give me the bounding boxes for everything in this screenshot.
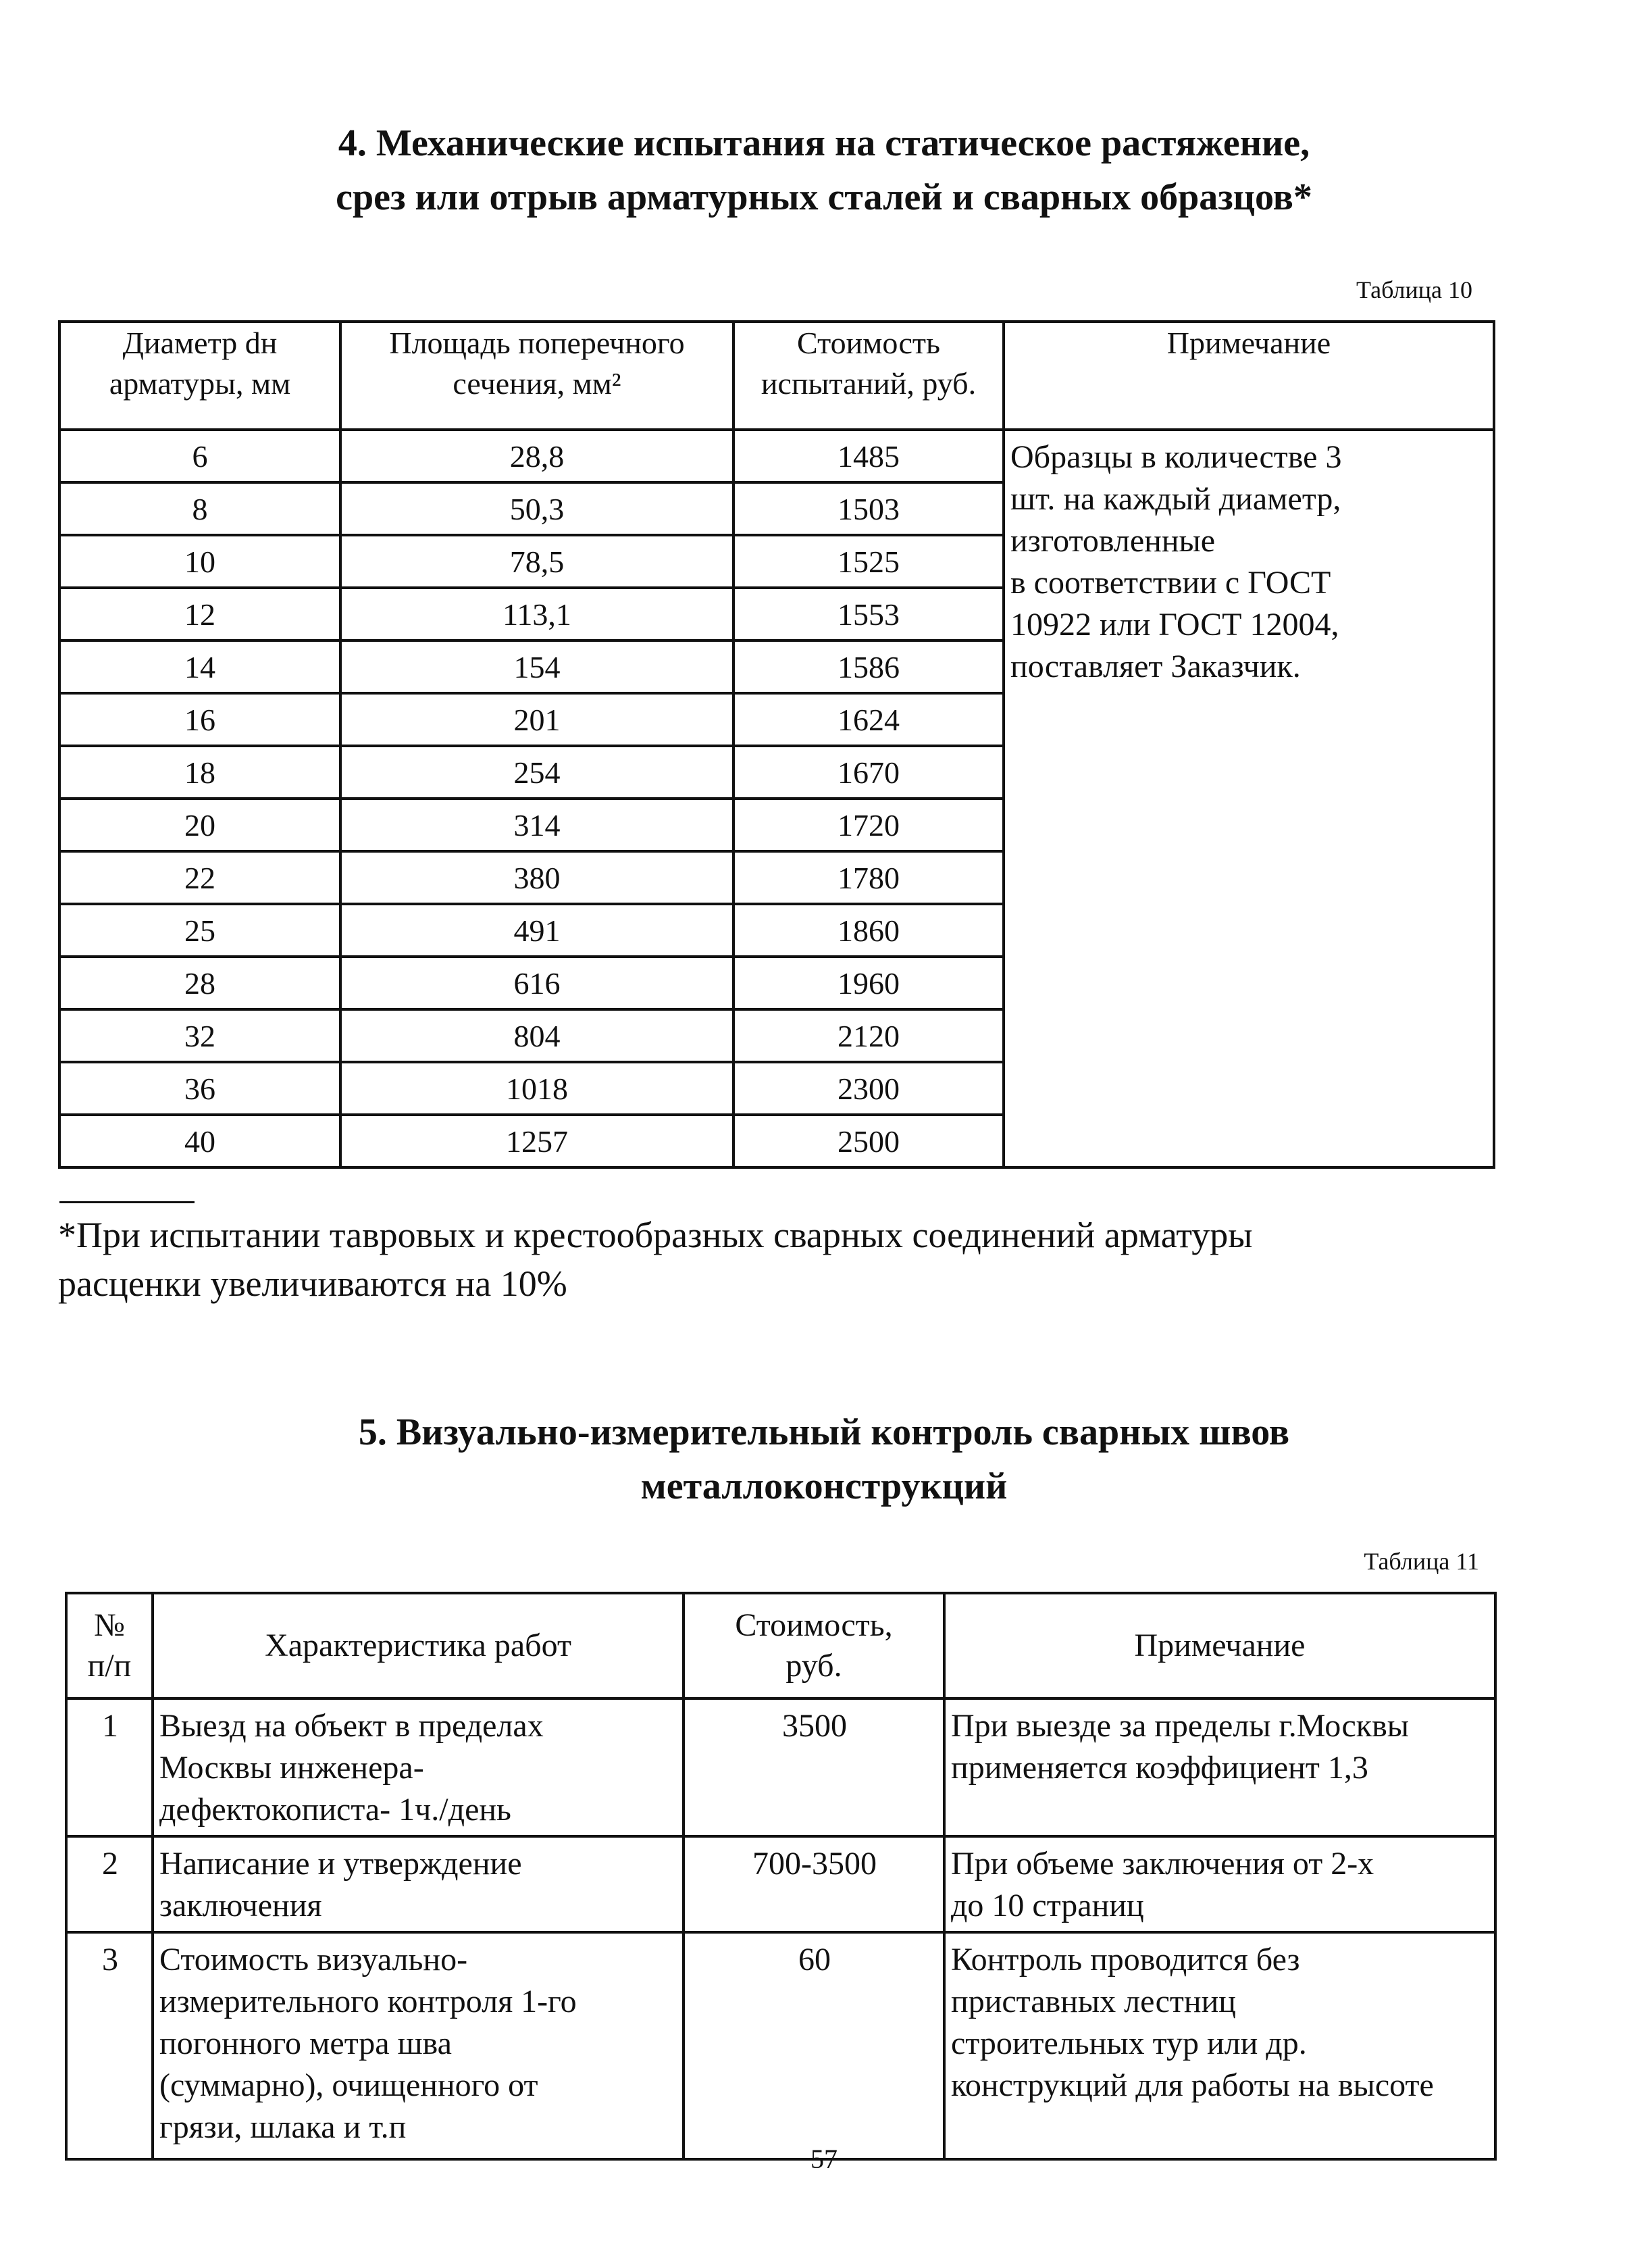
cell-cost: 2300 — [733, 1062, 1004, 1115]
cell-diameter: 12 — [59, 588, 340, 640]
footnote: *При испытании тавровых и крестообразных сварных соединений арматуры расценки увеличиваются на 10% — [58, 1215, 1253, 1304]
cell-area: 50,3 — [340, 482, 733, 535]
page-number: 57 — [810, 2144, 838, 2174]
cell-cost: 1860 — [733, 904, 1004, 957]
cell-diameter: 32 — [59, 1009, 340, 1062]
cell-cost: 1503 — [733, 482, 1004, 535]
cell-num: 3 — [66, 1932, 153, 2159]
table-10-caption: Таблица 10 — [1356, 276, 1472, 303]
cell-work: Написание и утверждение заключения — [153, 1836, 684, 1932]
cell-diameter: 40 — [59, 1115, 340, 1167]
cell-diameter: 6 — [59, 430, 340, 482]
header-cost: Стоимость, руб. — [684, 1593, 944, 1698]
cell-cost: 3500 — [684, 1698, 944, 1836]
cell-area: 1257 — [340, 1115, 733, 1167]
cell-diameter: 25 — [59, 904, 340, 957]
cell-cost: 1525 — [733, 535, 1004, 588]
table-10-body — [59, 430, 1494, 1167]
header-diameter: Диаметр dн арматуры, мм — [59, 322, 340, 430]
cell-cost: 1720 — [733, 799, 1004, 851]
cell-area: 28,8 — [340, 430, 733, 482]
table-row — [59, 430, 1494, 482]
cell-area: 1018 — [340, 1062, 733, 1115]
cell-area: 201 — [340, 693, 733, 746]
cell-num: 2 — [66, 1836, 153, 1932]
cell-cost: 60 — [684, 1932, 944, 2159]
cell-cost: 1960 — [733, 957, 1004, 1009]
cell-work: Выезд на объект в пределах Москвы инженера- дефектокописта- 1ч./день — [153, 1698, 684, 1836]
cell-diameter: 28 — [59, 957, 340, 1009]
table-row — [66, 1932, 1495, 2159]
cell-num: 1 — [66, 1698, 153, 1836]
header-note: Примечание — [944, 1593, 1495, 1698]
cell-area: 78,5 — [340, 535, 733, 588]
cell-diameter: 8 — [59, 482, 340, 535]
table-row — [66, 1698, 1495, 1836]
cell-area: 154 — [340, 640, 733, 693]
cell-cost: 2500 — [733, 1115, 1004, 1167]
cell-note: Образцы в количестве 3 шт. на каждый диаметр, изготовленные в соответствии с ГОСТ 10922 или ГОСТ 12004, поставляет Заказчик. — [1004, 430, 1494, 1167]
cell-cost: 1485 — [733, 430, 1004, 482]
cell-area: 380 — [340, 851, 733, 904]
cell-diameter: 14 — [59, 640, 340, 693]
section-4-title: 4. Механические испытания на статическое растяжение, срез или отрыв арматурных сталей и сварных образцов* — [336, 122, 1312, 218]
cell-cost: 1780 — [733, 851, 1004, 904]
cell-cost: 700-3500 — [684, 1836, 944, 1932]
table-11 — [65, 1592, 1497, 2161]
cell-area: 804 — [340, 1009, 733, 1062]
table-11-caption: Таблица 11 — [1364, 1548, 1479, 1575]
cell-diameter: 16 — [59, 693, 340, 746]
cell-note: При выезде за пределы г.Москвы применяется коэффициент 1,3 — [944, 1698, 1495, 1836]
cell-area: 616 — [340, 957, 733, 1009]
header-work: Характеристика работ — [153, 1593, 684, 1698]
cell-diameter: 20 — [59, 799, 340, 851]
cell-area: 491 — [340, 904, 733, 957]
cell-note: При объеме заключения от 2-х до 10 страниц — [944, 1836, 1495, 1932]
cell-cost: 1586 — [733, 640, 1004, 693]
cell-note: Контроль проводится без приставных лестниц строительных тур или др. конструкций для работы на высоте — [944, 1932, 1495, 2159]
cell-cost: 1553 — [733, 588, 1004, 640]
cell-diameter: 22 — [59, 851, 340, 904]
header-area: Площадь поперечного сечения, мм² — [340, 322, 733, 430]
cell-area: 113,1 — [340, 588, 733, 640]
section-5-title: 5. Визуально-измерительный контроль сварных швов металлоконструкций — [358, 1411, 1290, 1507]
cell-cost: 1670 — [733, 746, 1004, 799]
cell-cost: 2120 — [733, 1009, 1004, 1062]
cell-area: 254 — [340, 746, 733, 799]
cell-cost: 1624 — [733, 693, 1004, 746]
header-note: Примечание — [1004, 322, 1494, 430]
table-row — [66, 1836, 1495, 1932]
header-cost: Стоимость испытаний, руб. — [733, 322, 1004, 430]
table-10 — [58, 320, 1495, 1169]
cell-diameter: 18 — [59, 746, 340, 799]
cell-diameter: 36 — [59, 1062, 340, 1115]
cell-area: 314 — [340, 799, 733, 851]
footnote-rule — [59, 1201, 195, 1203]
cell-work: Стоимость визуально- измерительного контроля 1-го погонного метра шва (суммарно), очищенного от грязи, шлака и т.п — [153, 1932, 684, 2159]
cell-diameter: 10 — [59, 535, 340, 588]
header-num: № п/п — [66, 1593, 153, 1698]
